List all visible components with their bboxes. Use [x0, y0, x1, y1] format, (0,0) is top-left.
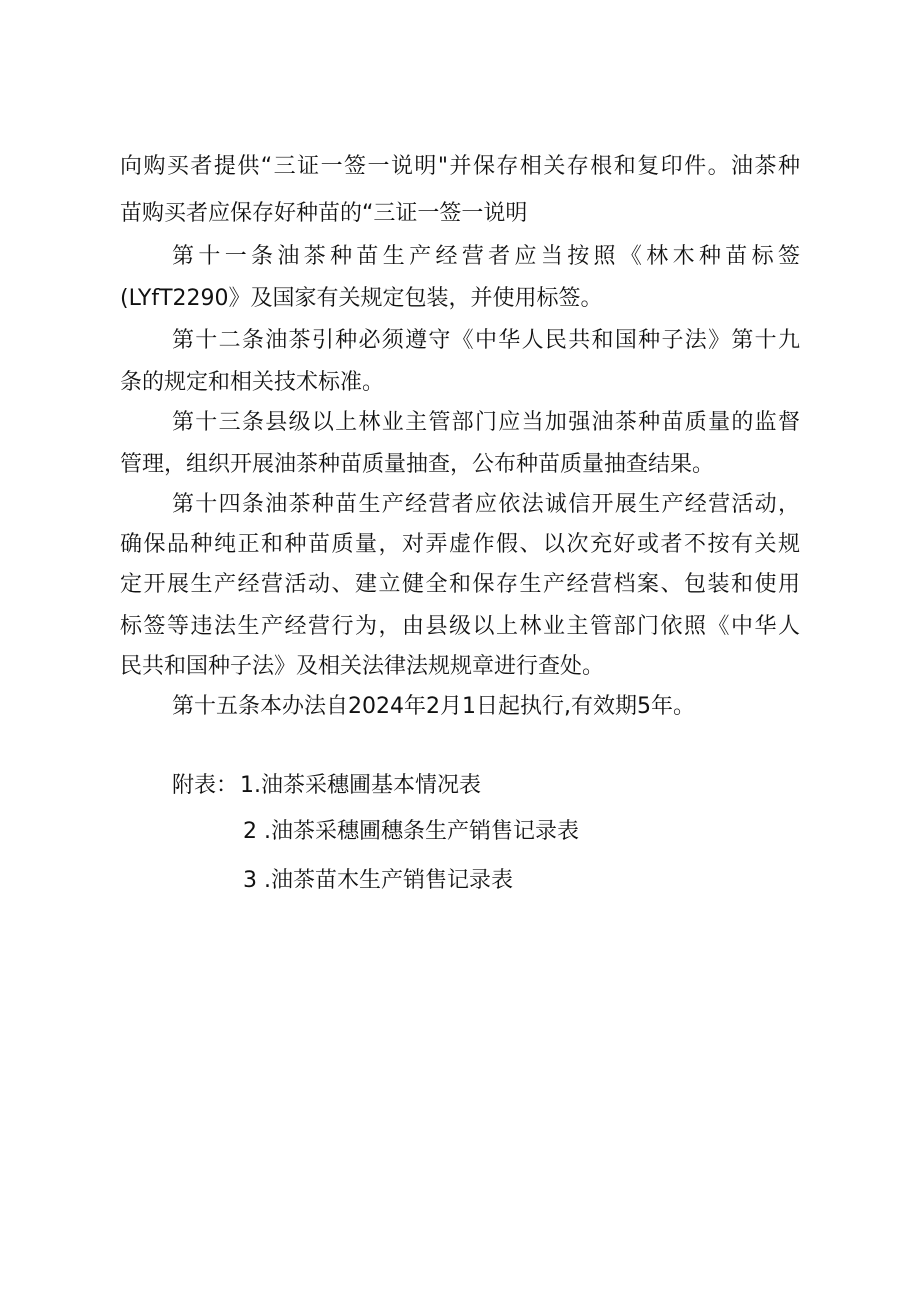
attachment-item-1: [240, 771, 481, 801]
article-15-line: 第十五条本办法自2024年2月1日起执行,有效期5年。: [172, 694, 695, 719]
article-14-line: 民共和国种子法》及相关法律法规规章进行查处。: [120, 654, 605, 679]
article-14-line: 定开展生产经营活动、建立健全和保存生产经营档案、包装和使用: [120, 572, 800, 597]
attachment-item-2: [243, 817, 579, 847]
attachments-label: 附表：: [172, 773, 239, 798]
attachment-number: 2: [243, 819, 257, 844]
paragraph-line: 苗购买者应保存好种苗的“三证一签一说明: [120, 201, 528, 226]
article-11-line: 第十一条油茶种苗生产经营者应当按照《林木种苗标签: [172, 244, 800, 269]
article-12-line: 第十二条油茶引种必须遵守《中华人民共和国种子法》第十九: [172, 328, 800, 353]
paragraph-line: 向购买者提供“三证一签一说明"并保存相关存根和复印件。油茶种: [120, 154, 800, 179]
article-12-line: 条的规定和相关技术标准。: [120, 370, 385, 395]
article-14-line: 标签等违法生产经营行为，由县级以上林业主管部门依照《中华人: [120, 614, 800, 639]
article-14-line: 第十四条油茶种苗生产经营者应依法诚信开展生产经营活动，: [172, 492, 800, 517]
attachment-title: .油茶采穗圃基本情况表: [254, 773, 481, 798]
attachment-title: .油茶采穗圃穗条生产销售记录表: [264, 819, 579, 844]
article-13-line: 管理，组织开展油茶种苗质量抽查，公布种苗质量抽查结果。: [120, 452, 715, 477]
attachment-title: .油茶苗木生产销售记录表: [264, 868, 513, 893]
attachment-item-3: [243, 866, 513, 896]
attachment-number: 1: [240, 773, 254, 798]
article-13-line: 第十三条县级以上林业主管部门应当加强油茶种苗质量的监督: [172, 410, 800, 435]
attachment-number: 3: [243, 868, 257, 893]
article-11-line: (LYfT2290》及国家有关规定包装，并使用标签。: [120, 286, 603, 311]
article-14-line: 确保品种纯正和种苗质量，对弄虚作假、以次充好或者不按有关规: [120, 532, 800, 557]
